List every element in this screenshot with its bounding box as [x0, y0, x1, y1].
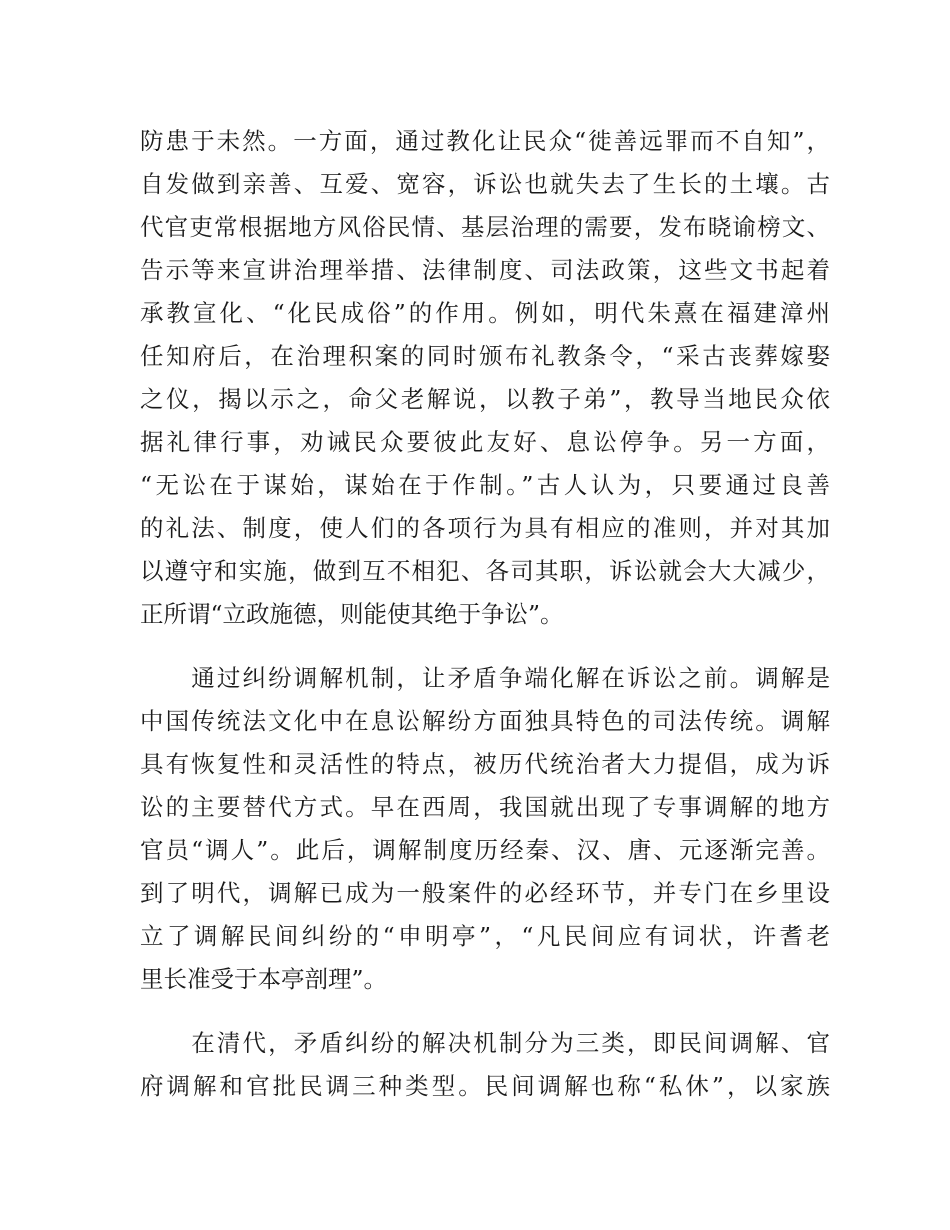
text-line: 正所谓“立政施德，则能使其绝于争讼”。: [140, 600, 564, 628]
text-line: 承教宣化、“化民成俗”的作用。例如，明代朱熹在福建漳州: [140, 299, 830, 327]
text-line: 据礼律行事，劝诫民众要彼此友好、息讼停争。另一方面，: [140, 428, 830, 456]
text-line: 官员“调人”。此后，调解制度历经秦、汉、唐、元逐渐完善。: [140, 836, 830, 864]
text-line: 之仪，揭以示之，命父老解说，以教子弟”，教导当地民众依: [140, 385, 830, 413]
text-line: 府调解和官批民调三种类型。民间调解也称“私休”，以家族: [140, 1072, 830, 1100]
paragraph-spacer: [140, 1001, 830, 1022]
body-text: [140, 120, 830, 1108]
text-line: 到了明代，调解已成为一般案件的必经环节，并专门在乡里设: [140, 879, 830, 907]
text-line: 任知府后，在治理积案的同时颁布礼教条令，“采古丧葬嫁娶: [140, 342, 830, 370]
text-line: 告示等来宣讲治理举措、法律制度、司法政策，这些文书起着: [140, 256, 830, 284]
text-line: “无讼在于谋始，谋始在于作制。”古人认为，只要通过良善: [140, 471, 830, 499]
paragraph-3: [140, 1022, 830, 1108]
text-line: 通过纠纷调解机制，让矛盾争端化解在诉讼之前。调解是: [140, 664, 830, 692]
text-line: 立了调解民间纠纷的“申明亭”，“凡民间应有词状，许耆老: [140, 922, 830, 950]
text-line: 中国传统法文化中在息讼解纷方面独具特色的司法传统。调解: [140, 707, 830, 735]
paragraph-2: [140, 657, 830, 1001]
paragraph-1: [140, 120, 830, 636]
text-line: 防患于未然。一方面，通过教化让民众“徙善远罪而不自知”，: [140, 127, 830, 155]
text-line: 讼的主要替代方式。早在西周，我国就出现了专事调解的地方: [140, 793, 830, 821]
text-line: 自发做到亲善、互爱、宽容，诉讼也就失去了生长的土壤。古: [140, 170, 830, 198]
text-line: 里长准受于本亭剖理”。: [140, 965, 388, 993]
paragraph-spacer: [140, 636, 830, 657]
text-line: 具有恢复性和灵活性的特点，被历代统治者大力提倡，成为诉: [140, 750, 830, 778]
text-line: 以遵守和实施，做到互不相犯、各司其职，诉讼就会大大减少，: [140, 557, 830, 585]
text-line: 在清代，矛盾纠纷的解决机制分为三类，即民间调解、官: [140, 1029, 830, 1057]
text-line: 的礼法、制度，使人们的各项行为具有相应的准则，并对其加: [140, 514, 830, 542]
text-line: 代官吏常根据地方风俗民情、基层治理的需要，发布晓谕榜文、: [140, 213, 830, 241]
